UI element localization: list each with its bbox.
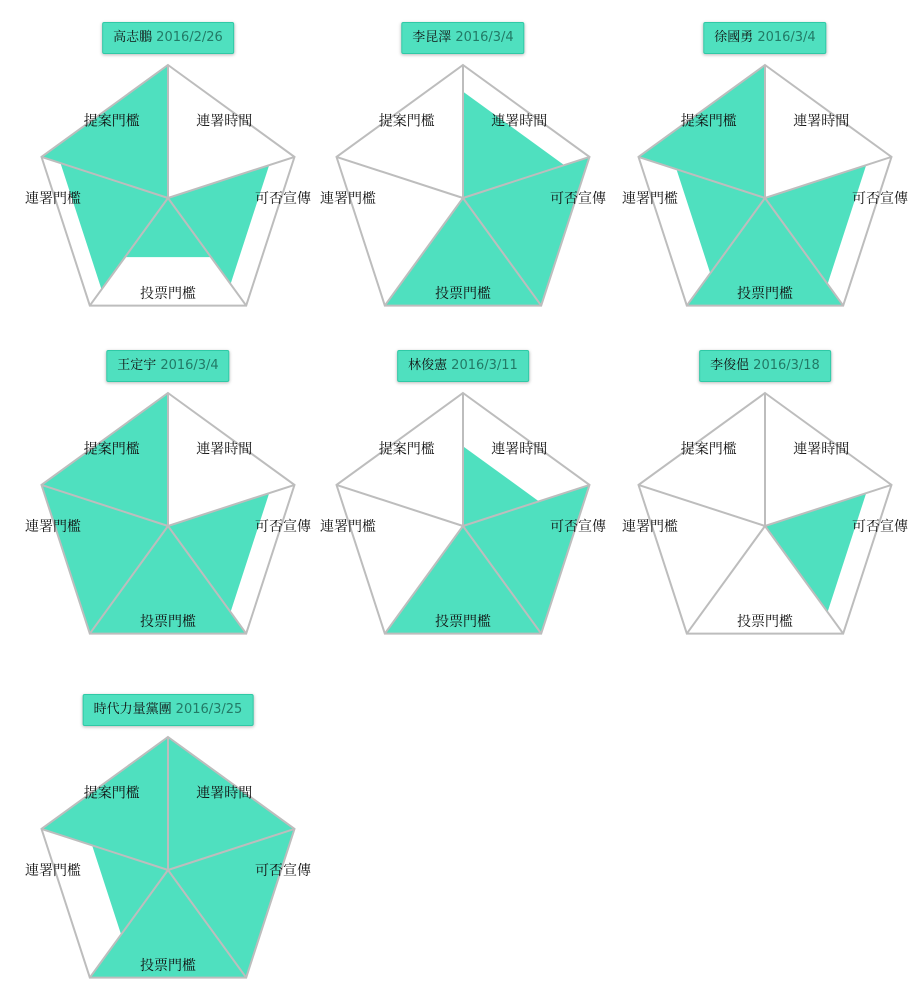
legislator-name: 李俊俋 [710,358,750,373]
proposal-date: 2016/3/11 [451,358,518,373]
axis-label: 可否宣傳 [852,519,908,535]
proposal-date: 2016/3/4 [757,30,816,45]
proposal-date: 2016/3/4 [455,30,514,45]
axis-label: 連署門檻 [25,863,81,879]
axis-label: 連署時間 [196,441,253,458]
axis-label: 連署門檻 [320,519,376,535]
proposal-date: 2016/3/4 [160,358,219,373]
axis-label: 提案門檻 [83,785,140,802]
axis-label: 可否宣傳 [255,519,311,535]
legislator-name: 徐國勇 [714,30,754,45]
proposal-date: 2016/3/25 [175,702,243,717]
axis-label: 連署門檻 [622,519,678,535]
axis-label: 可否宣傳 [852,191,908,207]
axis-label: 投票門檻 [435,286,491,302]
axis-label: 可否宣傳 [550,191,606,207]
axis-label: 連署時間 [793,441,850,458]
axis-label: 可否宣傳 [550,519,606,535]
axis-label: 可否宣傳 [255,863,311,879]
axis-label: 連署時間 [196,113,253,130]
axis-label: 提案門檻 [83,441,140,458]
axis-label: 連署門檻 [320,191,376,207]
legislator-name: 時代力量黨團 [93,702,172,717]
proposal-date: 2016/3/18 [753,358,820,373]
axis-label: 提案門檻 [680,113,737,130]
axis-label: 投票門檻 [140,614,196,630]
axis-label: 提案門檻 [680,441,737,458]
axis-label: 連署門檻 [25,519,81,535]
proposal-date: 2016/2/26 [156,30,223,45]
legislator-name: 林俊憲 [408,358,448,373]
axis-label: 投票門檻 [737,286,793,302]
legislator-name: 李昆澤 [412,30,452,45]
axis-label: 投票門檻 [737,614,793,630]
axis-label: 連署時間 [793,113,850,130]
axis-label: 連署時間 [491,113,548,130]
axis-label: 投票門檻 [140,286,196,302]
axis-label: 連署時間 [196,785,253,802]
legislator-name: 高志鵬 [113,30,153,45]
axis-label: 連署時間 [491,441,548,458]
legislator-name: 王定宇 [117,358,157,373]
axis-label: 連署門檻 [622,191,678,207]
axis-label: 投票門檻 [435,614,491,630]
axis-label: 連署門檻 [25,191,81,207]
axis-label: 提案門檻 [378,441,435,458]
axis-label: 投票門檻 [140,958,196,974]
axis-label: 提案門檻 [83,113,140,130]
axis-label: 提案門檻 [378,113,435,130]
axis-label: 可否宣傳 [255,191,311,207]
